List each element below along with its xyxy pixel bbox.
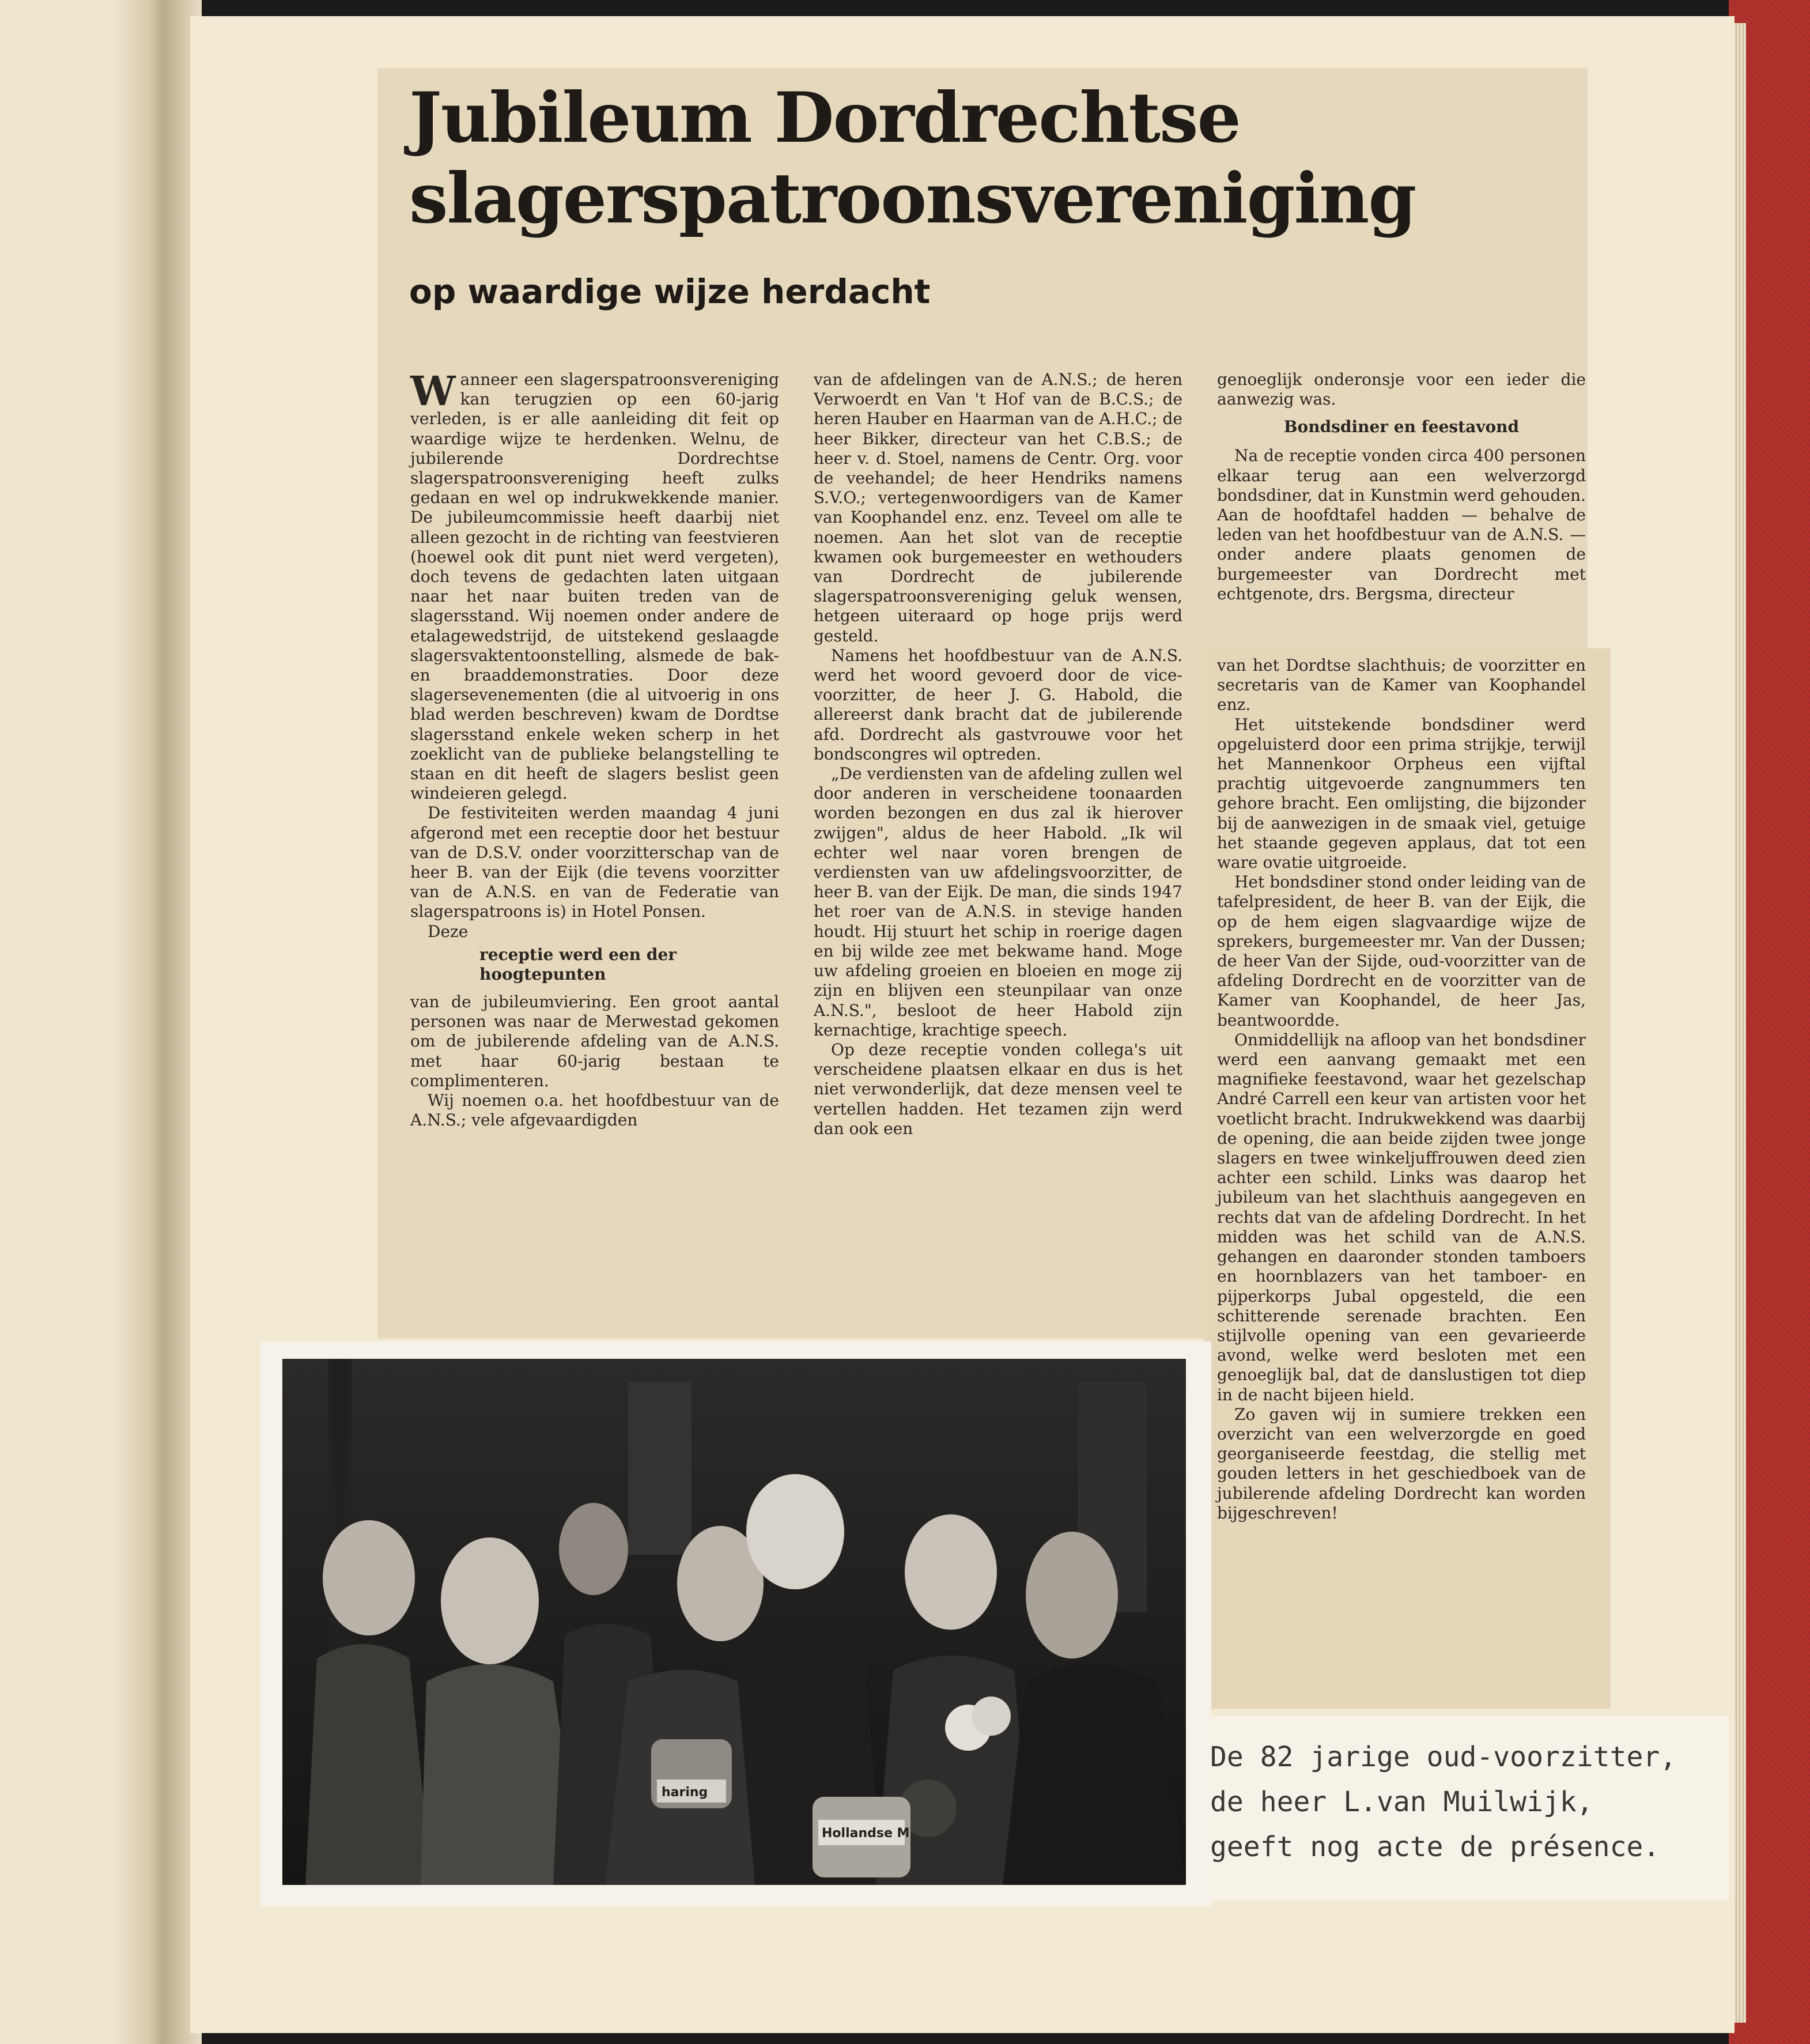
section-heading: Bondsdiner en feestavond xyxy=(1283,417,1520,437)
jar-label-left: haring xyxy=(662,1785,708,1800)
paragraph: Op deze receptie vonden collega's uit verscheidene plaatsen elkaar en dus is het niet verwonderlijk, dat deze mensen veel te vertellen hadden. Het tezamen zijn werd dan ook een xyxy=(814,1040,1182,1138)
paragraph: van de jubileumviering. Een groot aantal personen was naar de Merwestad gekomen om de jubilerende afdeling van de A.N.S. met haar 60-jarig bestaan te complimenteren. xyxy=(410,992,779,1090)
section-heading: receptie werd een der hoogtepunten xyxy=(479,944,677,984)
paragraph: Na de receptie vonden circa 400 personen elkaar terug aan een welverzorgd bondsdiner, dat in Kunstmin werd gehouden. Aan de hoofdtafel hadden — behalve de leden van het hoofdbestuur van de A.N.S. — onder andere plaats genomen de burgemeester van Dordrecht met echtgenote, drs. Bergsma, directeur xyxy=(1217,446,1586,603)
paragraph: Zo gaven wij in sumiere trekken een overzicht van een welverzorgde en goed georganiseerde feestdag, die stellig met gouden letters in het geschiedboek van de jubilerende afdeling Dordrecht kan worden bijgeschreven! xyxy=(1217,1404,1586,1522)
caption-line-2: de heer L.van Muilwijk, xyxy=(1210,1786,1593,1818)
jar-label-right: Hollandse M xyxy=(822,1826,910,1841)
left-page xyxy=(0,0,133,2044)
caption-line-3: geeft nog acte de présence. xyxy=(1210,1831,1660,1863)
caption-line-1: De 82 jarige oud-voorzitter, xyxy=(1210,1741,1677,1773)
paragraph: Deze xyxy=(428,921,468,941)
article-headline xyxy=(409,77,1416,239)
headline-line-2: slagerspatroonsvereniging xyxy=(409,158,1416,239)
article-subheadline: op waardige wijze herdacht xyxy=(409,272,931,311)
drop-cap: W xyxy=(410,367,456,415)
photo-image xyxy=(282,1359,1186,1885)
headline-line-1: Jubileum Dordrechtse xyxy=(409,77,1240,158)
paragraph: van de afdelingen van de A.N.S.; de heren Verwoerdt en Van 't Hof van de B.C.S.; de heren Hauber en Haarman van de A.H.C.; de heer Bikker, directeur van het C.B.S.; de heer v. d. Stoel, namens de Centr. Org. voor de veehandel; de heer Hendriks namens S.V.O.; vertegenwoordigers van de Kamer van Koophandel enz. enz. Teveel om alle te noemen. Aan het slot van de receptie kwamen ook burgemeester en wethouders van Dordrecht de jubilerende slagerspatroonsvereniging geluk wensen, hetgeen uiteraard op hoge prijs werd gesteld. xyxy=(814,370,1182,645)
paragraph: van het Dordtse slachthuis; de voorzitter en secretaris van de Kamer van Koophandel enz. xyxy=(1217,656,1586,715)
paragraph-text: anneer een slagerspatroonsvereniging kan terugzien op een 60-jarig verleden, is er alle aanleiding dit feit op waardige wijze te herdenken. Welnu, de jubilerende Dordrechtse slagerspatroonsvereniging heeft zulks gedaan en wel op indrukwekkende manier. De jubileumcommissie heeft daarbij niet alleen gezocht in de richting van feestvieren (hoewel ook dit punt niet werd vergeten), doch tevens de gedachten laten uitgaan naar het naar buiten treden van de slagersstand. Wij noemen onder andere de etalagewedstrijd, de uitstekend geslaagde slagersvaktentoonstelling, alsmede de bak- en braaddemonstraties. Door deze slagersevenementen (die al uitvoerig in ons blad werden beschreven) kwam de Dordtse slagersstand enkele weken scherp in het zoeklicht van de publieke belangstelling te staan en dit heeft de slagers beslist geen windeieren gelegd. xyxy=(410,370,779,803)
book-gutter xyxy=(115,0,202,2044)
paragraph: Onmiddellijk na afloop van het bondsdiner werd een aanvang gemaakt met een magnifieke feestavond, waar het gezelschap André Carrell een keur van artisten voor het voetlicht bracht. Indrukwekkend was daarbij de opening, die aan beide zijden twee jonge slagers en twee winkeljuffrouwen deed zien achter een schild. Links was daarop het jubileum van het slachthuis aangegeven en rechts dat van de afdeling Dordrecht. In het midden was het schild van de A.N.S. gehangen en daaronder stonden tamboers en hoornblazers van het tamboer- en pijperkorps Jubal opgesteld, die een schitterende serenade brachten. Een stijlvolle opening van een gevarieerde avond, welke werd besloten met een genoeglijk bal, dat de danslustigen tot diep in de nacht bijeen hield. xyxy=(1217,1030,1586,1404)
paragraph: „De verdiensten van de afdeling zullen wel door anderen in verscheidene toonaarden worden bezongen en dus zal ik hierover zwijgen", aldus de heer Habold. „Ik wil echter wel naar voren brengen de verdiensten van uw afdelingsvoorzitter, de heer B. van der Eijk. De man, die sinds 1947 het roer van de A.N.S. in stevige handen houdt. Hij stuurt het schip in roerige dagen en bij wilde zee met bekwame hand. Moge uw afdeling groeien en bloeien en moge zij zijn en blijven een steunpilaar van onze A.N.S.", besloot de heer Habold zijn kernachtige, krachtige speech. xyxy=(814,764,1182,1040)
paragraph: Het bondsdiner stond onder leiding van de tafelpresident, de heer B. van der Eijk, die op de hem eigen slagvaardige wijze de sprekers, burgemeester mr. Van der Dussen; de heer Van der Sijde, oud-voorzitter van de afdeling Dordrecht en de voorzitter van de Kamer van Koophandel, de heer Jas, beantwoordde. xyxy=(1217,872,1586,1030)
paragraph: Wij noemen o.a. het hoofdbestuur van de A.N.S.; vele afgevaardigden xyxy=(410,1090,779,1130)
typed-caption xyxy=(1210,1735,1723,1869)
paragraph: De festiviteiten werden maandag 4 juni afgerond met een receptie door het bestuur van de D.S.V. onder voorzitterschap van de heer B. van der Eijk (die tevens voorzitter van de A.N.S. en van de Federatie van slagerspatroons is) in Hotel Ponsen. xyxy=(410,803,779,921)
paragraph: genoeglijk onderonsje voor een ieder die aanwezig was. xyxy=(1217,370,1586,409)
paragraph: Namens het hoofdbestuur van de A.N.S. werd het woord gevoerd door de vice-voorzitter, de heer J. G. Habold, die allereerst dank bracht dat de jubilerende afd. Dordrecht als gastvrouwe voor het bondscongres wil optreden. xyxy=(814,645,1182,764)
article-column-3-bottom xyxy=(1217,656,1586,1687)
article-column-2 xyxy=(814,370,1182,1304)
paragraph: Het uitstekende bondsdiner werd opgeluisterd door een prima strijkje, terwijl het Mannenkoor Orpheus een vijftal prachtig uitgevoerde zangnummers ten gehore bracht. Een omlijsting, die bijzonder bij de aanwezigen in de smaak viel, getuige het staande gegeven applaus, dat tot een ware ovatie uitgroeide. xyxy=(1217,715,1586,872)
article-column-1 xyxy=(410,367,779,1304)
article-column-3-top xyxy=(1217,370,1586,629)
paragraph xyxy=(410,367,779,803)
group-photo xyxy=(282,1359,1186,1885)
